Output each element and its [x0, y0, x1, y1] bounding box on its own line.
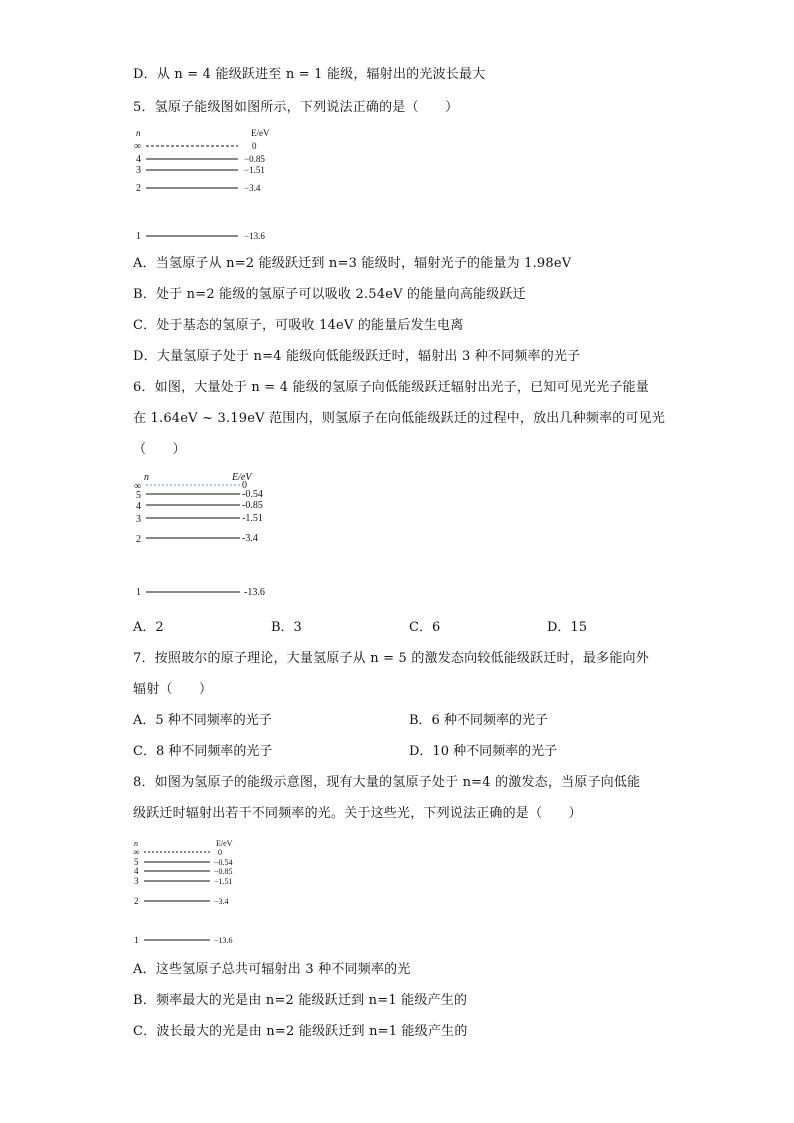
level-energy: −0.54 — [214, 858, 233, 867]
level-energy: -13.6 — [244, 587, 265, 598]
level-energy: -0.85 — [242, 500, 263, 511]
level-energy: −0.85 — [244, 154, 265, 164]
q7-stem-line1: 7．按照玻尔的原子理论，大量氢原子从 n = 5 的激发态向较低能级跃迁时，最多能向外 — [133, 651, 649, 666]
q5-energy-level-diagram — [130, 126, 290, 244]
level-n-label: 3 — [136, 165, 141, 176]
level-n-label: 4 — [136, 154, 141, 165]
q8-stem-line2: 级跃迁时辐射出若干不同频率的光。关于这些光，下列说法正确的是（ ） — [133, 806, 582, 821]
level-n-label: 4 — [134, 866, 139, 876]
level-n-label: 4 — [136, 501, 141, 512]
n-axis-label: n — [134, 839, 138, 848]
e-axis-label: E/eV — [216, 839, 233, 848]
level-energy: −1.51 — [244, 165, 265, 175]
level-energy: −1.51 — [214, 877, 233, 886]
level-n-label: 3 — [134, 876, 139, 886]
q8-option-c: C．波长最大的光是由 n=2 能级跃迁到 n=1 能级产生的 — [133, 1024, 468, 1039]
level-n-label: 2 — [134, 896, 139, 906]
level-n-label: 1 — [136, 587, 141, 598]
e-axis-label: E/eV — [251, 128, 270, 138]
q5-option-d: D．大量氢原子处于 n=4 能级向低能级跃迁时，辐射出 3 种不同频率的光子 — [133, 349, 581, 364]
level-energy: −13.6 — [244, 231, 265, 241]
level-n-label: 2 — [136, 183, 141, 194]
level-energy: −13.6 — [214, 936, 233, 945]
q6-option-c: C．6 — [409, 620, 441, 635]
q6-option-b: B．3 — [271, 620, 302, 635]
level-energy: 0 — [252, 141, 257, 151]
q7-option-a: A．5 种不同频率的光子 — [133, 713, 272, 728]
q8-option-b: B．频率最大的光是由 n=2 能级跃迁到 n=1 能级产生的 — [133, 993, 468, 1008]
q8-stem-line1: 8．如图为氢原子的能级示意图，现有大量的氢原子处于 n=4 的激发态，当原子向低能 — [133, 775, 641, 790]
q8-energy-level-diagram — [130, 836, 270, 948]
q5-option-a: A．当氢原子从 n=2 能级跃迁到 n=3 能级时，辐射光子的能量为 1.98eV — [133, 256, 572, 271]
level-n-label: 2 — [136, 534, 141, 545]
level-n-label: 1 — [136, 231, 141, 242]
q7-option-d: D．10 种不同频率的光子 — [409, 744, 558, 759]
q4-option-d: D．从 n = 4 能级跃进至 n = 1 能级，辐射出的光波长最大 — [133, 67, 486, 82]
q7-option-c: C．8 种不同频率的光子 — [133, 744, 273, 759]
level-energy: −3.4 — [214, 897, 229, 906]
q7-option-b: B．6 种不同频率的光子 — [409, 713, 548, 728]
level-energy: 0 — [218, 848, 222, 857]
q6-stem-line2: 在 1.64eV ~ 3.19eV 范围内，则氢原子在向低能级跃迁的过程中，放出几种频率的可见光 — [133, 411, 666, 426]
q5-stem: 5．氢原子能级图如图所示，下列说法正确的是（ ） — [133, 100, 459, 115]
level-n-label: 1 — [134, 935, 139, 945]
level-n-label: 5 — [134, 857, 139, 867]
q6-option-d: D．15 — [547, 620, 587, 635]
level-n-label: ∞ — [134, 481, 142, 492]
q6-stem-line3: （ ） — [133, 442, 186, 457]
n-axis-label: n — [144, 472, 149, 483]
level-n-label: ∞ — [134, 141, 142, 152]
level-energy: −3.4 — [244, 183, 261, 193]
q5-option-c: C．处于基态的氢原子，可吸收 14eV 的能量后发生电离 — [133, 318, 464, 333]
level-n-label: 5 — [136, 490, 141, 501]
level-energy: −0.85 — [214, 867, 233, 876]
level-energy: -0.54 — [242, 489, 263, 500]
e-axis-label: E/eV — [232, 472, 252, 483]
q5-option-b: B．处于 n=2 能级的氢原子可以吸收 2.54eV 的能量向高能级跃迁 — [133, 287, 526, 302]
q6-option-a: A．2 — [133, 620, 164, 635]
level-energy: 0 — [242, 480, 247, 491]
level-energy: -1.51 — [242, 513, 263, 524]
level-energy: -3.4 — [242, 533, 258, 544]
q8-option-a: A．这些氢原子总共可辐射出 3 种不同频率的光 — [133, 962, 411, 977]
n-axis-label: n — [136, 128, 141, 138]
level-n-label: 3 — [136, 514, 141, 525]
q6-stem-line1: 6．如图，大量处于 n = 4 能级的氢原子向低能级跃迁辐射出光子，已知可见光光子能量 — [133, 380, 649, 395]
q7-stem-line2: 辐射（ ） — [133, 682, 213, 697]
level-n-label: ∞ — [133, 847, 140, 857]
q6-energy-level-diagram — [130, 468, 290, 600]
